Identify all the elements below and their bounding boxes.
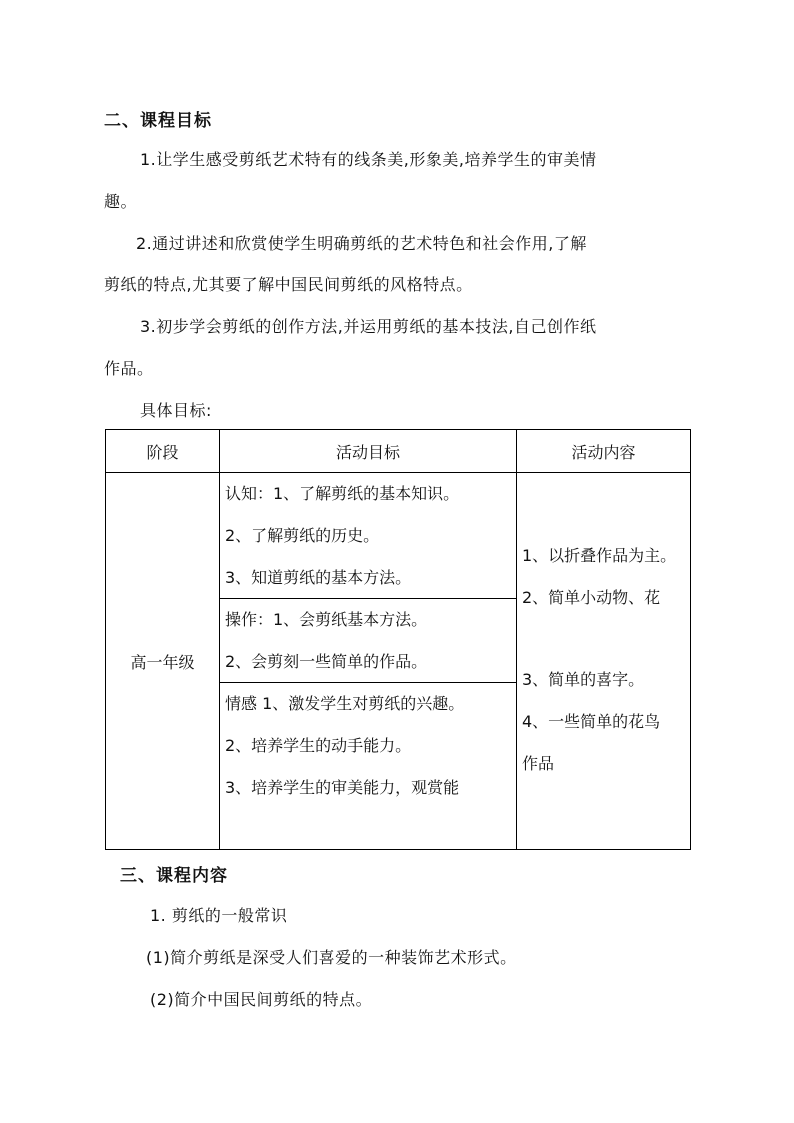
content-cell [517, 473, 691, 850]
goal-line: 2、会剪刻一些简单的作品。 [225, 652, 428, 671]
content-line: 4、一些简单的花鸟 [522, 712, 661, 731]
goal-line: 操作：1、会剪纸基本方法。 [225, 610, 428, 629]
table-row [106, 473, 691, 850]
specific-goals-label: 具体目标: [140, 401, 212, 420]
content-sub-item-1: (1)简介剪纸是深受人们喜爱的一种装饰艺术形式。 [146, 948, 517, 967]
table-header-row [106, 430, 691, 473]
goal-line: 2、了解剪纸的历史。 [225, 526, 380, 545]
section-heading-goals: 二、课程目标 [104, 111, 212, 131]
content-line: 作品 [522, 754, 555, 773]
goal-line: 3、培养学生的审美能力，观赏能 [225, 778, 460, 797]
goals-cell [220, 473, 517, 850]
header-activity-content: 活动内容 [517, 430, 691, 473]
goal-line: 情感 1、激发学生对剪纸的兴趣。 [225, 694, 465, 713]
goal-line: 3、知道剪纸的基本方法。 [225, 568, 412, 587]
section-heading-content: 三、课程内容 [120, 866, 228, 886]
content-line: 1、以折叠作品为主。 [522, 546, 677, 565]
header-stage: 阶段 [106, 430, 220, 473]
goal-item-2-line-1: 2.通过讲述和欣赏使学生明确剪纸的艺术特色和社会作用,了解 [136, 234, 587, 253]
goal-item-1-line-2: 趣。 [104, 192, 138, 211]
stage-cell: 高一年级 [106, 473, 220, 850]
goal-item-1-line-1: 1.让学生感受剪纸艺术特有的线条美,形象美,培养学生的审美情 [140, 150, 597, 169]
goal-line: 2、培养学生的动手能力。 [225, 736, 412, 755]
content-item-1: 1. 剪纸的一般常识 [150, 906, 288, 925]
goal-item-3-line-1: 3.初步学会剪纸的创作方法,并运用剪纸的基本技法,自己创作纸 [140, 317, 597, 336]
goal-group-operation [220, 599, 516, 683]
goal-item-3-line-2: 作品。 [104, 359, 154, 378]
header-activity-goals: 活动目标 [220, 430, 517, 473]
goal-group-emotion [220, 683, 516, 849]
content-line: 2、简单小动物、花 [522, 588, 661, 607]
content-sub-item-2: (2)简介中国民间剪纸的特点。 [150, 990, 373, 1009]
goal-line: 认知：1、了解剪纸的基本知识。 [225, 484, 460, 503]
goal-item-2-line-2: 剪纸的特点,尤其要了解中国民间剪纸的风格特点。 [104, 275, 473, 294]
goal-group-cognitive [220, 473, 516, 599]
goals-table [105, 429, 691, 850]
content-line: 3、简单的喜字。 [522, 670, 645, 689]
